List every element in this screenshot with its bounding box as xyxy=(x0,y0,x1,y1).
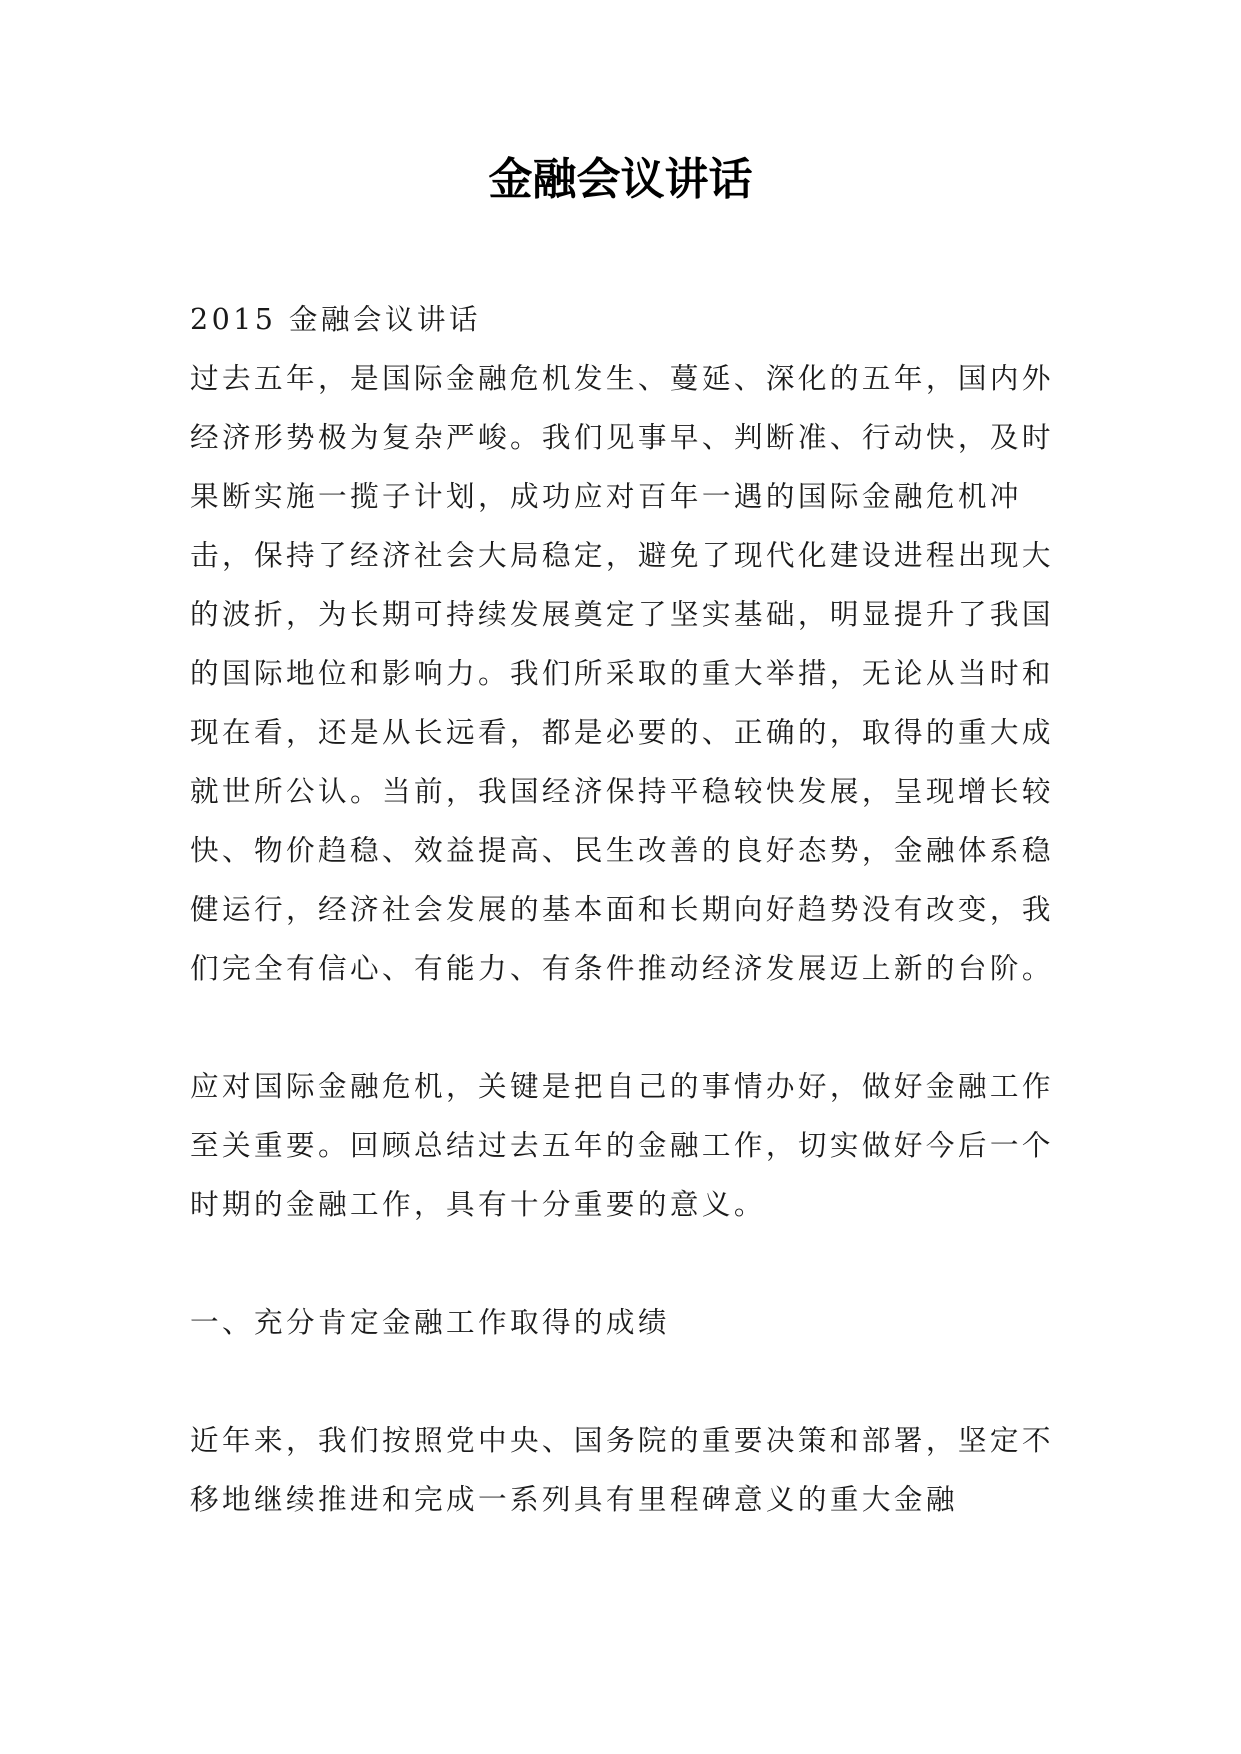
paragraph-1: 过去五年，是国际金融危机发生、蔓延、深化的五年，国内外经济形势极为复杂严峻。我们见事早、判断准、行动快，及时果断实施一揽子计划，成功应对百年一遇的国际金融危机冲击，保持了经济社会大局稳定，避免了现代化建设进程出现大的波折，为长期可持续发展奠定了坚实基础，明显提升了我国的国际地位和影响力。我们所采取的重大举措，无论从当时和现在看，还是从长远看，都是必要的、正确的，取得的重大成就世所公认。当前，我国经济保持平稳较快发展，呈现增长较快、物价趋稳、效益提高、民生改善的良好态势，金融体系稳健运行，经济社会发展的基本面和长期向好趋势没有改变，我们完全有信心、有能力、有条件推动经济发展迈上新的台阶。 xyxy=(190,361,1054,985)
paragraph-gap xyxy=(190,1234,1070,1293)
section-heading: 一、充分肯定金融工作取得的成绩 xyxy=(190,1305,670,1339)
paragraph-3: 近年来，我们按照党中央、国务院的重要决策和部署，坚定不移地继续推进和完成一系列具有里程碑意义的重大金融 xyxy=(190,1423,1054,1516)
paragraph-gap xyxy=(190,1352,1070,1411)
document-body xyxy=(190,290,1070,1529)
paragraph-2: 应对国际金融危机，关键是把自己的事情办好，做好金融工作至关重要。回顾总结过去五年的金融工作，切实做好今后一个时期的金融工作，具有十分重要的意义。 xyxy=(190,1069,1054,1221)
document-title: 金融会议讲话 xyxy=(488,154,753,205)
paragraph-gap xyxy=(190,998,1070,1057)
document-subtitle: 2015 金融会议讲话 xyxy=(190,302,481,336)
